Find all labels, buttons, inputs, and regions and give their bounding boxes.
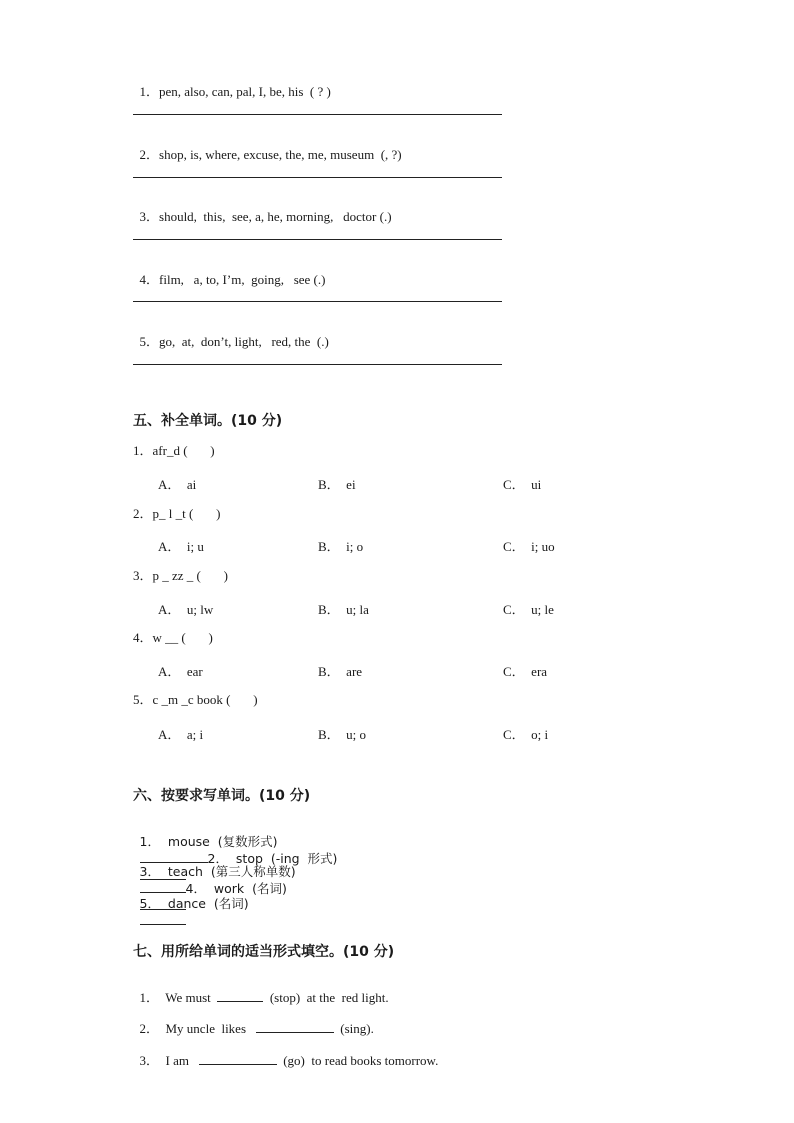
- option-b[interactable]: B． i; o: [318, 539, 364, 554]
- answer-blank[interactable]: [217, 989, 263, 1002]
- section7-item-3: [133, 1036, 438, 1069]
- section6-title: 六、按要求写单词。(10 分): [133, 788, 311, 804]
- option-b[interactable]: B． u; la: [318, 602, 369, 617]
- option-c[interactable]: C． u; le: [503, 602, 554, 617]
- option-b[interactable]: B． u; o: [318, 727, 367, 742]
- item-text: should, this, see, a, he, morning, doctor (.): [159, 209, 392, 224]
- option-c[interactable]: C． i; uo: [503, 539, 555, 554]
- option-c[interactable]: C． era: [503, 664, 548, 679]
- item-number: 1．: [139, 84, 160, 99]
- item-number: 3．: [139, 209, 160, 224]
- section5-title: 五、补全单词。(10 分): [133, 413, 283, 429]
- answer-line[interactable]: [133, 177, 502, 178]
- section4-item-1: [133, 68, 331, 100]
- section5-item-1-stem: 1．afr_d ( ): [133, 443, 215, 458]
- section4-item-5: [133, 318, 329, 350]
- section6-row-3: [133, 880, 249, 929]
- section4-item-4: [133, 256, 325, 288]
- option-a[interactable]: A． ai: [158, 477, 197, 492]
- section7-item-1: [133, 973, 389, 1006]
- item-number: 5．: [139, 334, 160, 349]
- option-b[interactable]: B． ei: [318, 477, 356, 492]
- item-number: 2．: [139, 147, 160, 162]
- item-number: 4．: [139, 272, 160, 287]
- item-text: film, a, to, I’m, going, see (.): [159, 272, 326, 287]
- section5-item-3-stem: 3．p _ zz _ ( ): [133, 568, 228, 583]
- answer-line[interactable]: [133, 114, 502, 115]
- item-text: 1． We must: [139, 990, 218, 1005]
- item-text: 2． stop (-ing 形式): [207, 851, 338, 866]
- answer-line[interactable]: [133, 301, 502, 302]
- item-text: (go) to read books tomorrow.: [276, 1053, 439, 1068]
- answer-blank[interactable]: [199, 1052, 277, 1065]
- item-text: go, at, don’t, light, red, the (.): [159, 334, 329, 349]
- item-text: (stop) at the red light.: [263, 990, 389, 1005]
- item-text: 4． work (名词): [185, 881, 287, 896]
- option-c[interactable]: C． o; i: [503, 727, 549, 742]
- item-text: pen, also, can, pal, I, be, his ( ? ): [159, 84, 331, 99]
- section4-item-2: [133, 131, 402, 163]
- answer-blank[interactable]: [140, 912, 186, 925]
- section5-item-2-stem: 2．p_ l _t ( ): [133, 506, 221, 521]
- section4-item-3: [133, 193, 392, 225]
- option-a[interactable]: A． ear: [158, 664, 203, 679]
- item-text: 1． mouse (复数形式): [139, 834, 278, 849]
- option-a[interactable]: A． i; u: [158, 539, 204, 554]
- item-text: 3． I am: [139, 1053, 199, 1068]
- item-text: (sing).: [333, 1021, 374, 1036]
- section5-item-5-stem: 5．c _m _c book ( ): [133, 692, 258, 707]
- section7-title: 七、用所给单词的适当形式填空。(10 分): [133, 944, 395, 960]
- section7-item-2: [133, 1004, 374, 1037]
- option-c[interactable]: C． ui: [503, 477, 542, 492]
- answer-blank[interactable]: [256, 1020, 334, 1033]
- section5-item-4-stem: 4．w __ ( ): [133, 630, 213, 645]
- answer-line[interactable]: [133, 239, 502, 240]
- item-text: 5． dance (名词): [139, 896, 249, 911]
- option-b[interactable]: B． are: [318, 664, 363, 679]
- item-text: 2． My uncle likes: [139, 1021, 256, 1036]
- option-a[interactable]: A． u; lw: [158, 602, 214, 617]
- answer-line[interactable]: [133, 364, 502, 365]
- item-text: shop, is, where, excuse, the, me, museum (, ?): [159, 147, 402, 162]
- item-text: 3． teach (第三人称单数): [139, 864, 296, 879]
- option-a[interactable]: A． a; i: [158, 727, 204, 742]
